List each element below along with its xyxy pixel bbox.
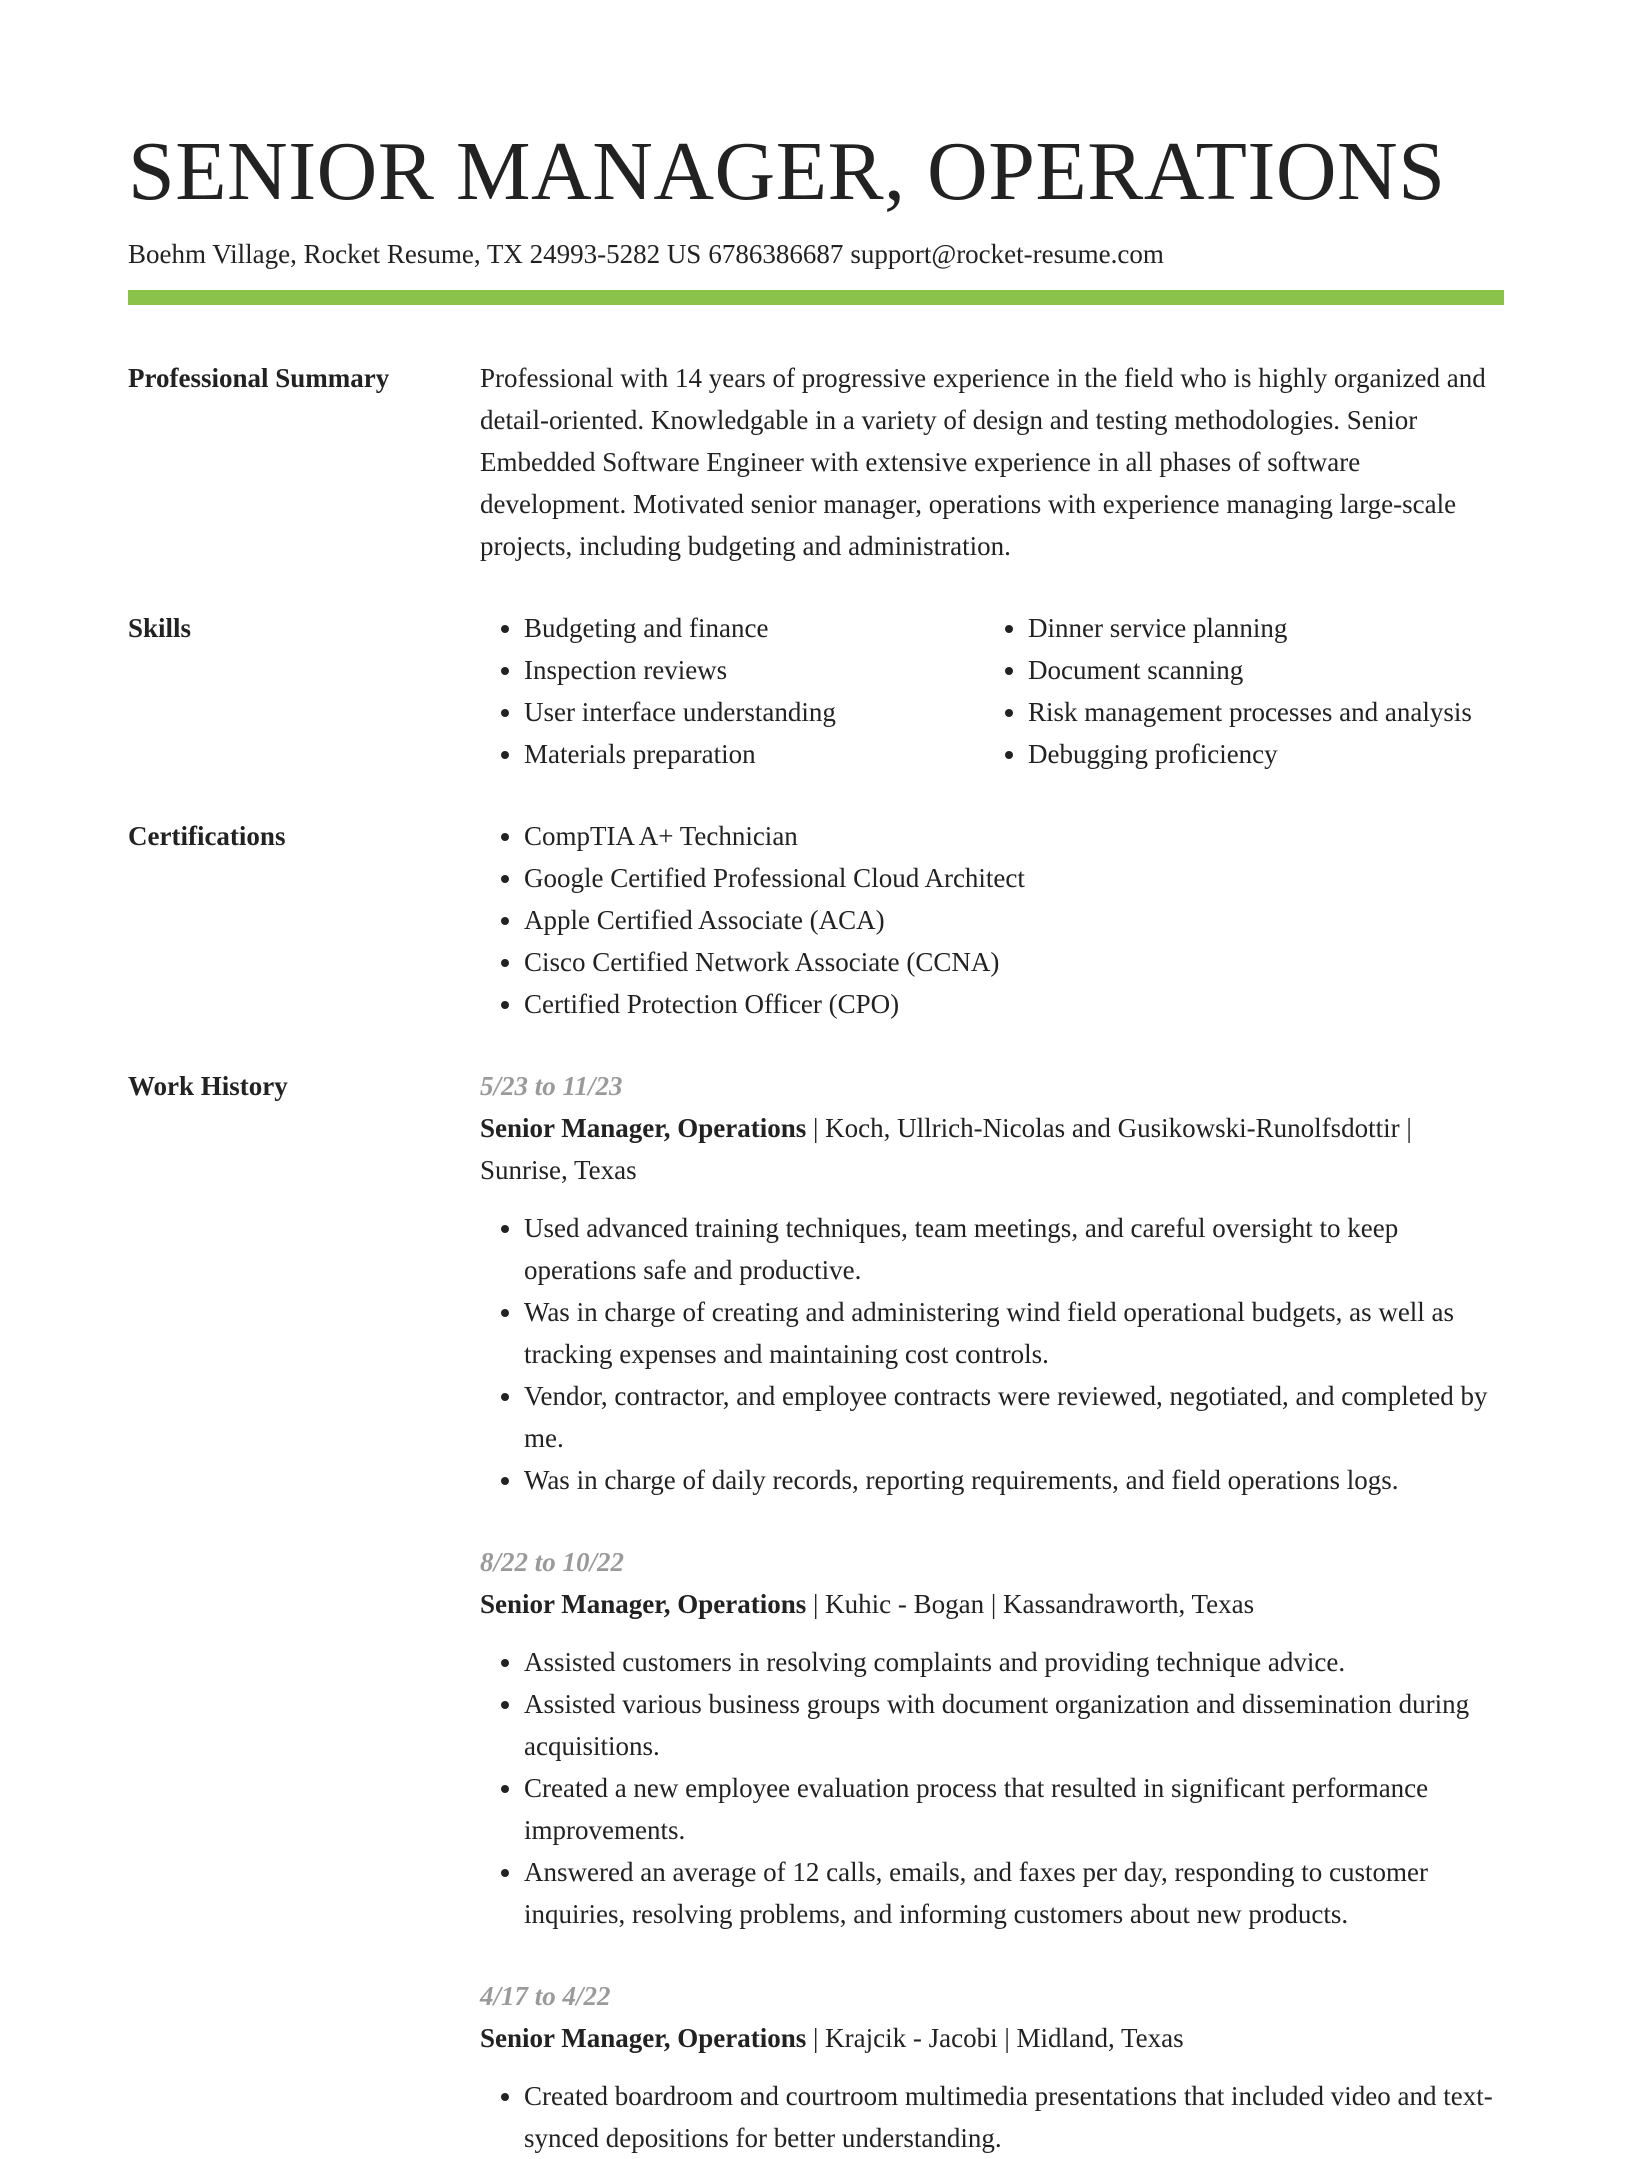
contact-email: support@rocket-resume.com	[850, 239, 1164, 269]
skills-column-1	[480, 607, 984, 775]
job-bullet: • Answered an average of 12 calls, emails, and faxes per day, responding to customer inquiries, resolving problems, and informing customers about new products.	[524, 1851, 1504, 1935]
candidate-name: SENIOR MANAGER, OPERATIONS	[128, 125, 1446, 218]
section-title-summary: Professional Summary	[128, 363, 390, 394]
job-bullet: • Assisted customers in resolving complaints and providing technique advice.	[524, 1641, 1504, 1683]
job-bullets	[480, 1641, 1504, 1935]
job-entry	[480, 1541, 1504, 1935]
work-history-body	[480, 1065, 1504, 2159]
skills-grid	[480, 607, 1504, 775]
section-summary	[128, 357, 1504, 567]
job-dates: 4/17 to 4/22	[480, 1981, 611, 2012]
skills-column-2	[984, 607, 1548, 775]
skill-item: • Debugging proficiency	[1028, 733, 1548, 775]
job-details: | Koch, Ullrich-Nicolas and Gusikowski-Runolfsdottir | Sunrise, Texas	[480, 1113, 1412, 1186]
job-title: Senior Manager, Operations	[480, 2023, 807, 2054]
section-title-skills: Skills	[128, 613, 192, 644]
certification-item: • Cisco Certified Network Associate (CCNA)	[524, 941, 1504, 983]
certifications-body	[480, 815, 1504, 1025]
job-heading	[480, 1583, 1504, 1625]
skill-item: • Dinner service planning	[1028, 607, 1548, 649]
resume-header	[128, 125, 1504, 305]
job-entry	[480, 1065, 1504, 1501]
contact-line	[128, 238, 1504, 270]
skill-item: • Document scanning	[1028, 649, 1548, 691]
job-bullet: • Was in charge of daily records, reporting requirements, and field operations logs.	[524, 1459, 1504, 1501]
skill-item: • Risk management processes and analysis	[1028, 691, 1548, 733]
job-title: Senior Manager, Operations	[480, 1113, 807, 1144]
job-bullet: • Was in charge of creating and administering wind field operational budgets, as well as tracking expenses and maintaining cost controls.	[524, 1291, 1504, 1375]
job-dates: 8/22 to 10/22	[480, 1547, 625, 1578]
certification-item: • Certified Protection Officer (CPO)	[524, 983, 1504, 1025]
certification-item: • Google Certified Professional Cloud Architect	[524, 857, 1504, 899]
skill-item: • Budgeting and finance	[524, 607, 984, 649]
section-certifications	[128, 815, 1504, 1025]
section-skills	[128, 607, 1504, 775]
job-bullets	[480, 2075, 1504, 2159]
section-title-certifications: Certifications	[128, 821, 286, 852]
skills-body	[480, 607, 1504, 775]
job-bullets	[480, 1207, 1504, 1501]
job-bullet: • Used advanced training techniques, team meetings, and careful oversight to keep operations safe and productive.	[524, 1207, 1504, 1291]
job-dates: 5/23 to 11/23	[480, 1071, 623, 1102]
contact-address: Boehm Village, Rocket Resume, TX 24993-5282 US	[128, 239, 702, 269]
job-details: | Krajcik - Jacobi | Midland, Texas	[806, 2023, 1184, 2054]
job-heading	[480, 2017, 1504, 2059]
contact-phone: 6786386687	[708, 239, 844, 269]
certification-item: • CompTIA A+ Technician	[524, 815, 1504, 857]
job-bullet: • Vendor, contractor, and employee contracts were reviewed, negotiated, and completed by me.	[524, 1375, 1504, 1459]
job-entry	[480, 1975, 1504, 2159]
summary-body	[480, 357, 1504, 567]
certification-item: • Apple Certified Associate (ACA)	[524, 899, 1504, 941]
section-title-work-history: Work History	[128, 1071, 288, 1102]
job-bullet: • Created boardroom and courtroom multimedia presentations that included video and text-synced depositions for better understanding.	[524, 2075, 1504, 2159]
header-divider	[128, 290, 1504, 305]
job-heading	[480, 1107, 1504, 1191]
summary-text: Professional with 14 years of progressive experience in the field who is highly organized and detail-oriented. Knowledgable in a variety of design and testing methodologies. Senior Embedded Software Engineer with extensive experience in all phases of software development. Motivated senior manager, operations with experience managing large-scale projects, including budgeting and administration.	[480, 363, 1486, 562]
certifications-list	[480, 815, 1504, 1025]
section-work-history	[128, 1065, 1504, 2159]
job-bullet: • Assisted various business groups with document organization and dissemination during acquisitions.	[524, 1683, 1504, 1767]
job-title: Senior Manager, Operations	[480, 1589, 807, 1620]
skill-item: • Materials preparation	[524, 733, 984, 775]
skill-item: • User interface understanding	[524, 691, 984, 733]
job-details: | Kuhic - Bogan | Kassandraworth, Texas	[806, 1589, 1255, 1620]
job-bullet: • Created a new employee evaluation process that resulted in significant performance improvements.	[524, 1767, 1504, 1851]
skill-item: • Inspection reviews	[524, 649, 984, 691]
